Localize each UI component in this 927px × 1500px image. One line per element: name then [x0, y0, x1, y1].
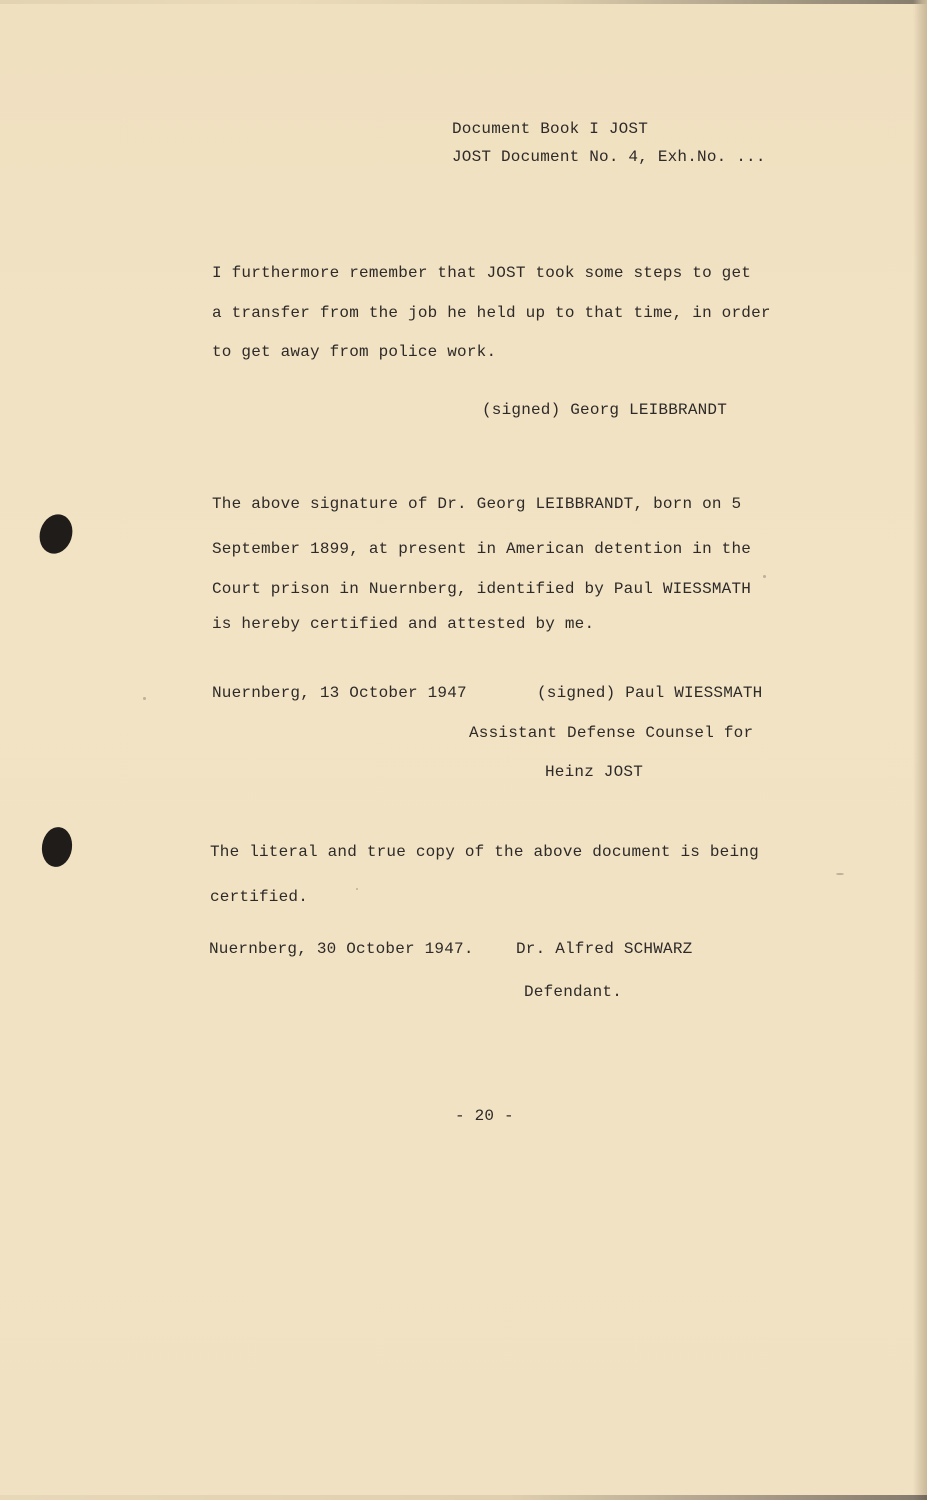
- paper-speck: [836, 873, 844, 875]
- paragraph-1-line: a transfer from the job he held up to that time, in order: [212, 304, 771, 322]
- punch-hole-lower: [39, 825, 74, 869]
- signatory-title: Defendant.: [524, 983, 623, 1001]
- signature-leibbrandt: (signed) Georg LEIBBRANDT: [482, 401, 728, 419]
- punch-hole-upper: [35, 510, 78, 558]
- document-book-label: Document Book I JOST: [452, 120, 649, 138]
- paper-speck: [143, 697, 146, 700]
- paragraph-2-line: Court prison in Nuernberg, identified by Paul WIESSMATH: [212, 580, 752, 598]
- signature-schwarz: Dr. Alfred SCHWARZ: [516, 940, 693, 958]
- place-date-2: Nuernberg, 30 October 1947.: [209, 940, 474, 958]
- paper-speck: [356, 888, 358, 890]
- signatory-title-line: Heinz JOST: [545, 763, 644, 781]
- paragraph-2-line: September 1899, at present in American detention in the: [212, 540, 752, 558]
- paragraph-2-line: The above signature of Dr. Georg LEIBBRANDT, born on 5: [212, 495, 742, 513]
- place-date-1: Nuernberg, 13 October 1947: [212, 684, 467, 702]
- document-number-label: JOST Document No. 4, Exh.No. ...: [452, 148, 766, 166]
- signatory-title-line: Assistant Defense Counsel for: [469, 724, 754, 742]
- page-bottom-edge: [0, 1495, 927, 1500]
- page-right-edge: [913, 0, 927, 1500]
- paper-speck: [763, 575, 766, 578]
- page-top-edge: [0, 0, 927, 4]
- paragraph-1-line: to get away from police work.: [212, 343, 497, 361]
- paragraph-3-line: The literal and true copy of the above document is being: [210, 843, 759, 861]
- paragraph-2-line: is hereby certified and attested by me.: [212, 615, 595, 633]
- signature-wiessmath: (signed) Paul WIESSMATH: [537, 684, 763, 702]
- paragraph-3-line: certified.: [210, 888, 309, 906]
- paragraph-1-line: I furthermore remember that JOST took some steps to get: [212, 264, 752, 282]
- page-number: - 20 -: [455, 1107, 514, 1125]
